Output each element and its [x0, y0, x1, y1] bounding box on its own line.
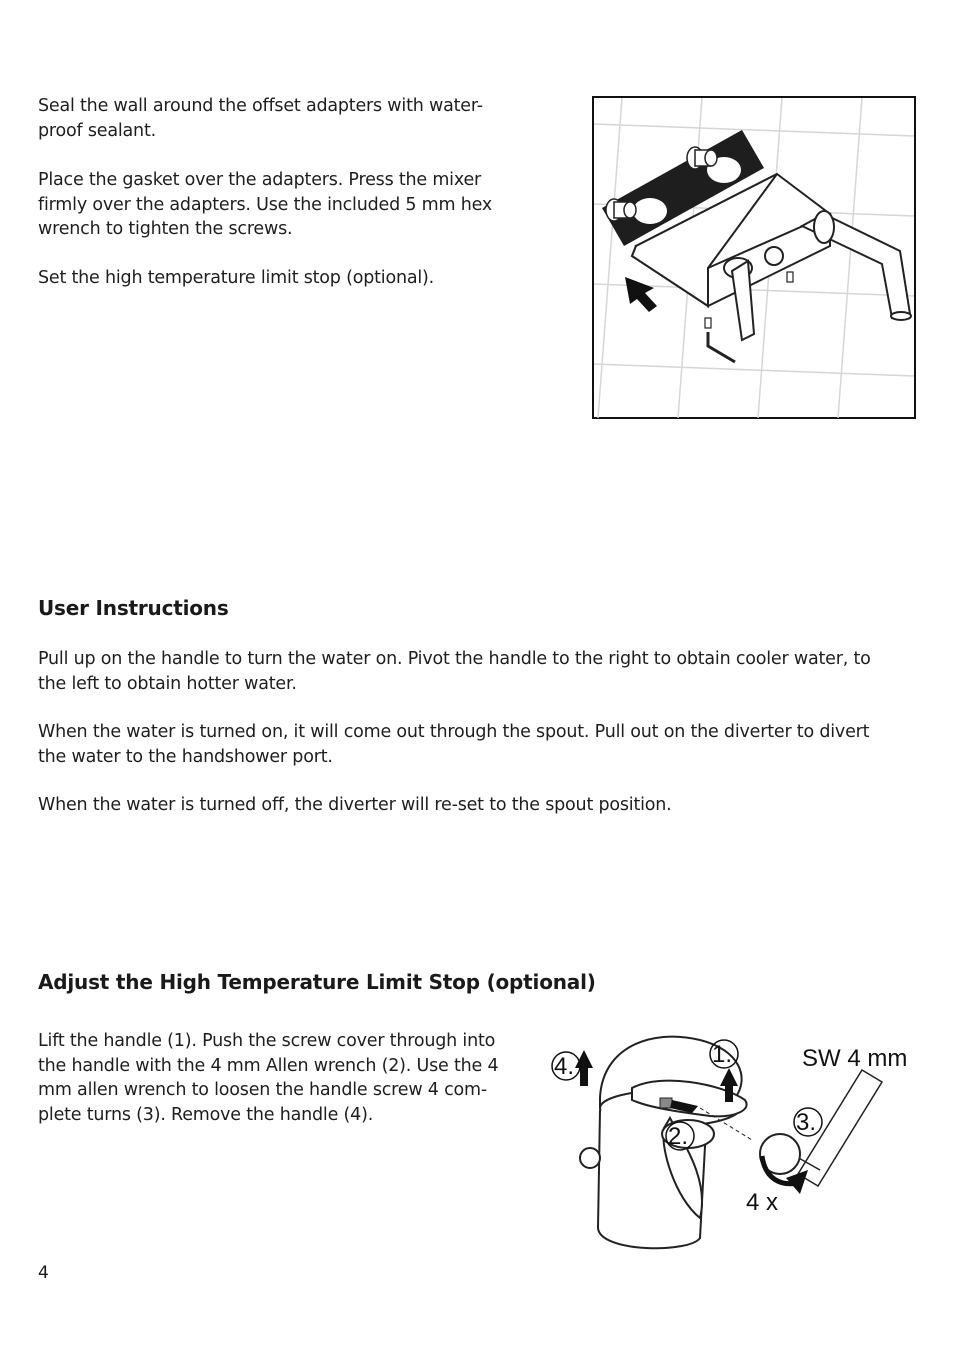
- diverter-knob: [765, 247, 783, 265]
- wrench-size-label: SW 4 mm: [802, 1045, 908, 1072]
- mount-instruction: Place the gasket over the adapters. Press the mixer firmly over the adapters. Use the included 5 mm hex wrench to tighten the screws.: [38, 170, 493, 239]
- step-4-label: 4.: [554, 1053, 575, 1080]
- remove-arrow-icon: [575, 1050, 593, 1086]
- limit-stop-note: Set the high temperature limit stop (optional).: [38, 268, 435, 288]
- turns-label: 4 x: [746, 1189, 779, 1216]
- handle-removal-illustration: [540, 1028, 930, 1258]
- user-instructions-heading: User Instructions: [38, 596, 229, 620]
- limit-stop-instructions: Lift the handle (1). Push the screw cover through into the handle with the 4 mm Allen wrench (2). Use the 4 mm allen wrench to loosen the handle screw 4 com- plete turns (3). Remove the handle (4).: [38, 1031, 499, 1125]
- user-instruction-reset: When the water is turned off, the diverter will re-set to the spout position.: [38, 795, 672, 815]
- step-2-label: 2.: [668, 1123, 689, 1150]
- seal-instruction: Seal the wall around the offset adapters with water- proof sealant.: [38, 96, 483, 141]
- step-3-label: 3.: [796, 1109, 817, 1136]
- limit-stop-heading: Adjust the High Temperature Limit Stop (optional): [38, 970, 596, 994]
- mixer-installation-illustration: [592, 96, 916, 419]
- faucet-body: [580, 1037, 742, 1249]
- step-1-label: 1.: [712, 1041, 733, 1068]
- page-number: 4: [38, 1263, 49, 1283]
- handle-screw: [660, 1098, 672, 1108]
- user-instruction-handle: Pull up on the handle to turn the water on. Pivot the handle to the right to obtain cooler water, to the left to obtain hotter water.: [38, 649, 871, 694]
- user-instruction-diverter: When the water is turned on, it will come out through the spout. Pull out on the diverter to divert the water to the handshower port.: [38, 722, 870, 767]
